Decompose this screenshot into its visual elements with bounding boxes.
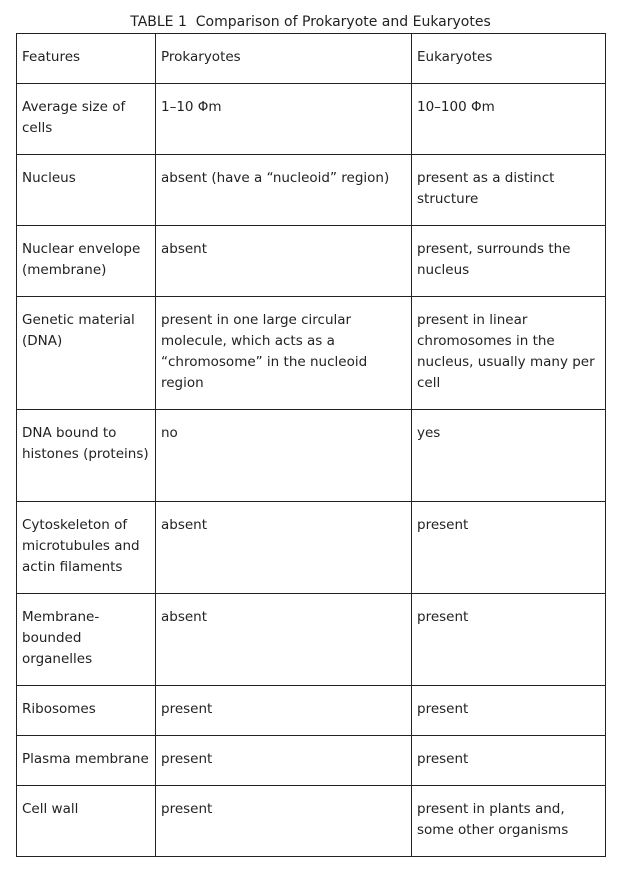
cell-eukaryote: present in plants and, some other organisms xyxy=(412,786,606,857)
cell-feature: Ribosomes xyxy=(17,686,156,736)
cell-feature: Nuclear envelope (membrane) xyxy=(17,226,156,297)
cell-feature: Average size of cells xyxy=(17,84,156,155)
cell-eukaryote: present in linear chromosomes in the nucleus, usually many per cell xyxy=(412,297,606,410)
cell-prokaryote: present xyxy=(156,686,412,736)
cell-feature: Genetic material (DNA) xyxy=(17,297,156,410)
cell-feature: Cytoskeleton of microtubules and actin filaments xyxy=(17,502,156,594)
table-row xyxy=(17,410,606,502)
cell-prokaryote: absent xyxy=(156,226,412,297)
table-row xyxy=(17,594,606,686)
cell-feature: Plasma membrane xyxy=(17,736,156,786)
table-caption: TABLE 1 Comparison of Prokaryote and Eukaryotes xyxy=(130,14,491,30)
header-features: Features xyxy=(17,34,156,84)
cell-eukaryote: 10–100 Φm xyxy=(412,84,606,155)
header-row xyxy=(17,34,606,84)
cell-eukaryote: present xyxy=(412,686,606,736)
cell-eukaryote: yes xyxy=(412,410,606,502)
cell-prokaryote: present xyxy=(156,786,412,857)
cell-eukaryote: present xyxy=(412,736,606,786)
cell-eukaryote: present xyxy=(412,594,606,686)
cell-feature: Nucleus xyxy=(17,155,156,226)
cell-eukaryote: present, surrounds the nucleus xyxy=(412,226,606,297)
cell-feature: Membrane-bounded organelles xyxy=(17,594,156,686)
header-prokaryotes: Prokaryotes xyxy=(156,34,412,84)
table-row xyxy=(17,786,606,857)
cell-feature: Cell wall xyxy=(17,786,156,857)
cell-prokaryote: no xyxy=(156,410,412,502)
cell-feature: DNA bound to histones (proteins) xyxy=(17,410,156,502)
cell-prokaryote: present in one large circular molecule, which acts as a “chromosome” in the nucleoid region xyxy=(156,297,412,410)
table-row xyxy=(17,736,606,786)
comparison-table xyxy=(16,33,606,857)
cell-prokaryote: present xyxy=(156,736,412,786)
cell-prokaryote: absent xyxy=(156,502,412,594)
table-row xyxy=(17,84,606,155)
table-row xyxy=(17,226,606,297)
table-row xyxy=(17,155,606,226)
cell-prokaryote: 1–10 Φm xyxy=(156,84,412,155)
cell-eukaryote: present xyxy=(412,502,606,594)
cell-prokaryote: absent (have a “nucleoid” region) xyxy=(156,155,412,226)
table-row xyxy=(17,502,606,594)
header-eukaryotes: Eukaryotes xyxy=(412,34,606,84)
cell-eukaryote: present as a distinct structure xyxy=(412,155,606,226)
cell-prokaryote: absent xyxy=(156,594,412,686)
table-row xyxy=(17,297,606,410)
table-row xyxy=(17,686,606,736)
